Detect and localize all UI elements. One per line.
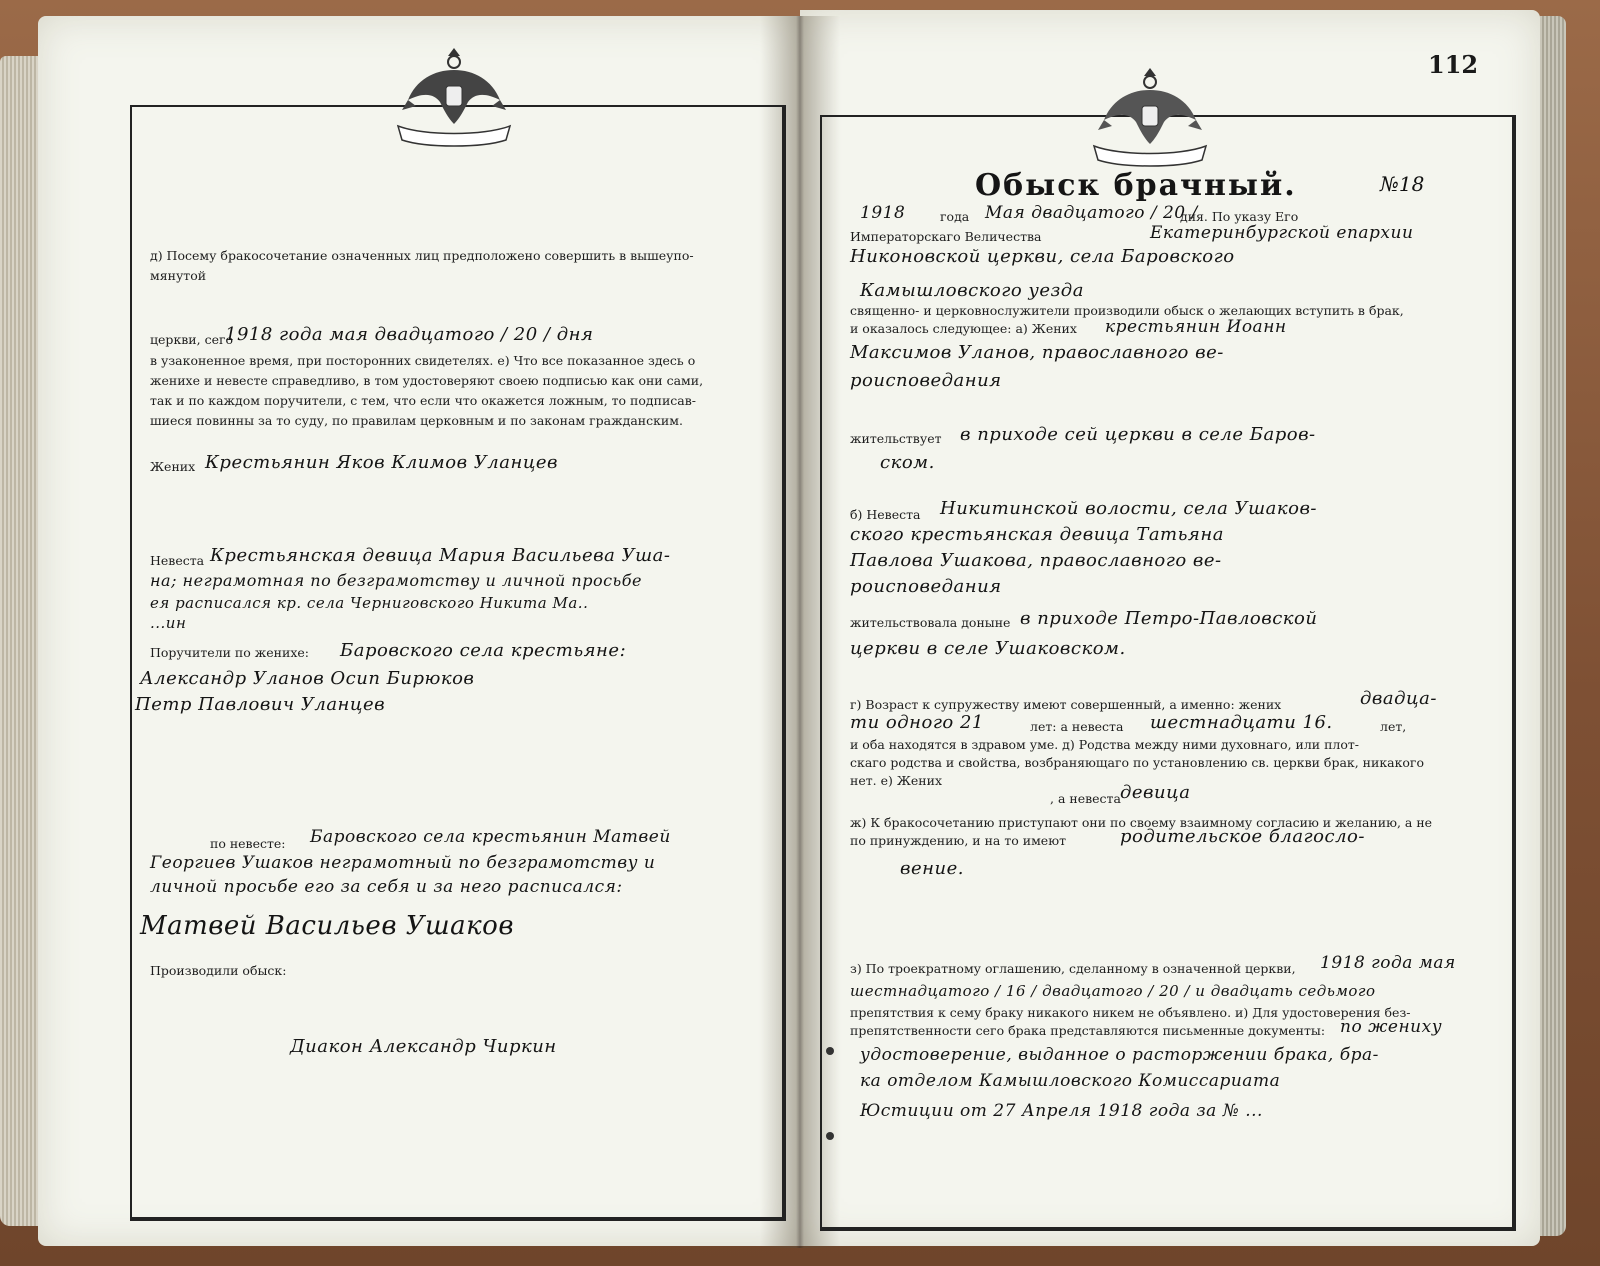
groom-age-hand1: двадца- <box>1360 688 1437 709</box>
conductors-signature: Диакон Александр Чиркин <box>290 1036 557 1057</box>
groom-intro-text: и оказалось следующее: а) Жених <box>850 321 1077 336</box>
year-label: года <box>940 209 970 224</box>
imperial-eagle-emblem-left <box>394 40 514 150</box>
bride-label: Невеста <box>150 553 205 568</box>
consent-line2: по принуждению, и на то имеют <box>850 833 1066 848</box>
church-label: церкви, сего <box>150 332 234 347</box>
district-handwritten: Камышловского уезда <box>860 280 1084 301</box>
groom-label: Жених <box>150 459 196 474</box>
banns-hand2: шестнадцатого / 16 / двадцатого / 20 / и двадцать седьмого <box>850 982 1376 1000</box>
banns-hand1: 1918 года мая <box>1320 953 1456 973</box>
record-year-handwritten: 1918 <box>860 203 906 223</box>
bride-hand1: Никитинской волости, села Ушаков- <box>940 498 1318 519</box>
banns-hand6: Юстиции от 27 Апреля 1918 года за № ... <box>860 1101 1263 1121</box>
legal-line2: женихе и невесте справедливо, в том удостоверяют своею подписью как они сами, <box>150 373 704 388</box>
consent-hand2: вение. <box>900 858 964 879</box>
consent-line1: ж) К бракосочетанию приступают они по своему взаимному согласию и желанию, а не <box>850 815 1433 830</box>
legal-line3: так и по каждом поручители, с тем, что если что окажется ложным, то подписав- <box>150 393 696 408</box>
bride-residence-label: жительствовала доныне <box>850 615 1011 630</box>
groom-handwritten: Крестьянин Яков Климов Уланцев <box>205 452 559 473</box>
banns-line2: препятствия к сему браку никакого никем не объявлено. и) Для удостоверения без- <box>850 1005 1411 1020</box>
majesty-text: Императорскаго Величества <box>850 229 1042 244</box>
decree-text: дня. По указу Его <box>1180 209 1299 224</box>
age-text: г) Возраст к супружеству имеют совершенный, а именно: жених <box>850 697 1282 712</box>
banns-line3: препятственности сего брака представляются письменные документы: <box>850 1023 1326 1038</box>
health-line1: и оба находятся в здравом уме. д) Родства между ними духовнаго, или плот- <box>850 737 1360 752</box>
groom-name-handwritten: Максимов Уланов, православного ве- <box>850 342 1224 363</box>
banns-line1: з) По троекратному оглашению, сделанному в означенной церкви, <box>850 961 1296 976</box>
legal-line1: в узаконенное время, при посторонних свидетелях. е) Что все показанное здесь о <box>150 353 696 368</box>
bride-residence-hand2: церкви в селе Ушаковском. <box>850 638 1126 659</box>
bride-intro-label: б) Невеста <box>850 507 921 522</box>
bride-residence-hand1: в приходе Петро-Павловской <box>1020 608 1318 629</box>
clergy-text: священно- и церковнослужители производили обыск о желающих вступить в брак, <box>850 303 1404 318</box>
guarantors-bride-signature: Матвей Васильев Ушаков <box>140 911 514 941</box>
groom-residence-hand2: ском. <box>880 452 935 473</box>
eparchy-handwritten: Екатеринбургской епархии <box>1150 223 1414 243</box>
church-handwritten: Никоновской церкви, села Баровского <box>850 246 1235 267</box>
bride-hand3: Павлова Ушакова, православного ве- <box>850 550 1222 571</box>
bride-status-hand: девица <box>1120 782 1191 803</box>
health-line3: нет. е) Жених <box>850 773 942 788</box>
groom-residence-label: жительствует <box>850 431 942 446</box>
bride-hand-line1: Крестьянская девица Мария Васильева Уша- <box>210 545 671 566</box>
bride-status-label: , а невеста <box>1050 791 1121 806</box>
church-date-handwritten: 1918 года мая двадцатого / 20 / дня <box>225 324 594 345</box>
health-line2: скаго родства и свойства, возбраняющаго по установлению св. церкви брак, никакого <box>850 755 1425 770</box>
guarantors-groom-label: Поручители по женихе: <box>150 645 309 660</box>
guarantors-bride-hand2: Георгиев Ушаков неграмотный по безграмотству и <box>150 853 656 873</box>
legal-line4: шиеся повинны за то суду, по правилам церковным и по законам гражданским. <box>150 413 683 428</box>
guarantors-bride-hand3: личной просьбе его за себя и за него расписался: <box>150 877 623 897</box>
guarantors-groom-hand1: Баровского села крестьяне: <box>340 640 627 661</box>
record-date-handwritten: Мая двадцатого / 20 / <box>985 203 1198 223</box>
bride-age-hand: шестнадцати 16. <box>1150 712 1333 733</box>
page-title: Обыск брачный. <box>975 168 1297 203</box>
binding-hole-2 <box>826 1132 834 1140</box>
guarantors-groom-hand3: Петр Павлович Уланцев <box>135 694 386 715</box>
banns-hand4: удостоверение, выданное о расторжении брака, бра- <box>860 1045 1379 1065</box>
banns-hand5: ка отделом Камышловского Комиссариата <box>860 1071 1281 1091</box>
bride-hand2: ского крестьянская девица Татьяна <box>850 524 1224 545</box>
page-number: 112 <box>1428 50 1479 79</box>
guarantors-groom-hand2: Александр Уланов Осип Бирюков <box>140 668 475 689</box>
imperial-eagle-emblem-right <box>1090 60 1210 170</box>
bride-hand-line3: ея расписался кр. села Черниговского Никита Ма.. <box>150 594 589 612</box>
groom-residence-hand1: в приходе сей церкви в селе Баров- <box>960 424 1316 445</box>
guarantors-bride-label: по невесте: <box>210 836 286 851</box>
bride-hand4: роисповедания <box>850 576 1002 597</box>
years-label: лет, <box>1380 719 1407 734</box>
consent-hand1: родительское благосло- <box>1120 826 1365 847</box>
bride-age-label: лет: а невеста <box>1030 719 1124 734</box>
guarantors-bride-hand1: Баровского села крестьянин Матвей <box>310 827 671 847</box>
groom-age-hand2: ти одного 21 <box>850 712 984 733</box>
record-number: №18 <box>1380 172 1425 196</box>
conductors-label: Производили обыск: <box>150 963 287 978</box>
binding-hole-1 <box>826 1047 834 1055</box>
bride-hand-line4: ...ин <box>150 614 187 632</box>
clause-e-line2: мянутой <box>150 268 207 283</box>
banns-hand3: по жениху <box>1340 1017 1443 1037</box>
clause-e-line1: д) Посему бракосочетание означенных лиц предположено совершить в вышеупо- <box>150 248 694 263</box>
groom-religion-handwritten: роисповедания <box>850 370 1002 391</box>
bride-hand-line2: на; неграмотная по безграмотству и личной просьбе <box>150 571 642 590</box>
groom-status-handwritten: крестьянин Иоанн <box>1105 317 1287 337</box>
